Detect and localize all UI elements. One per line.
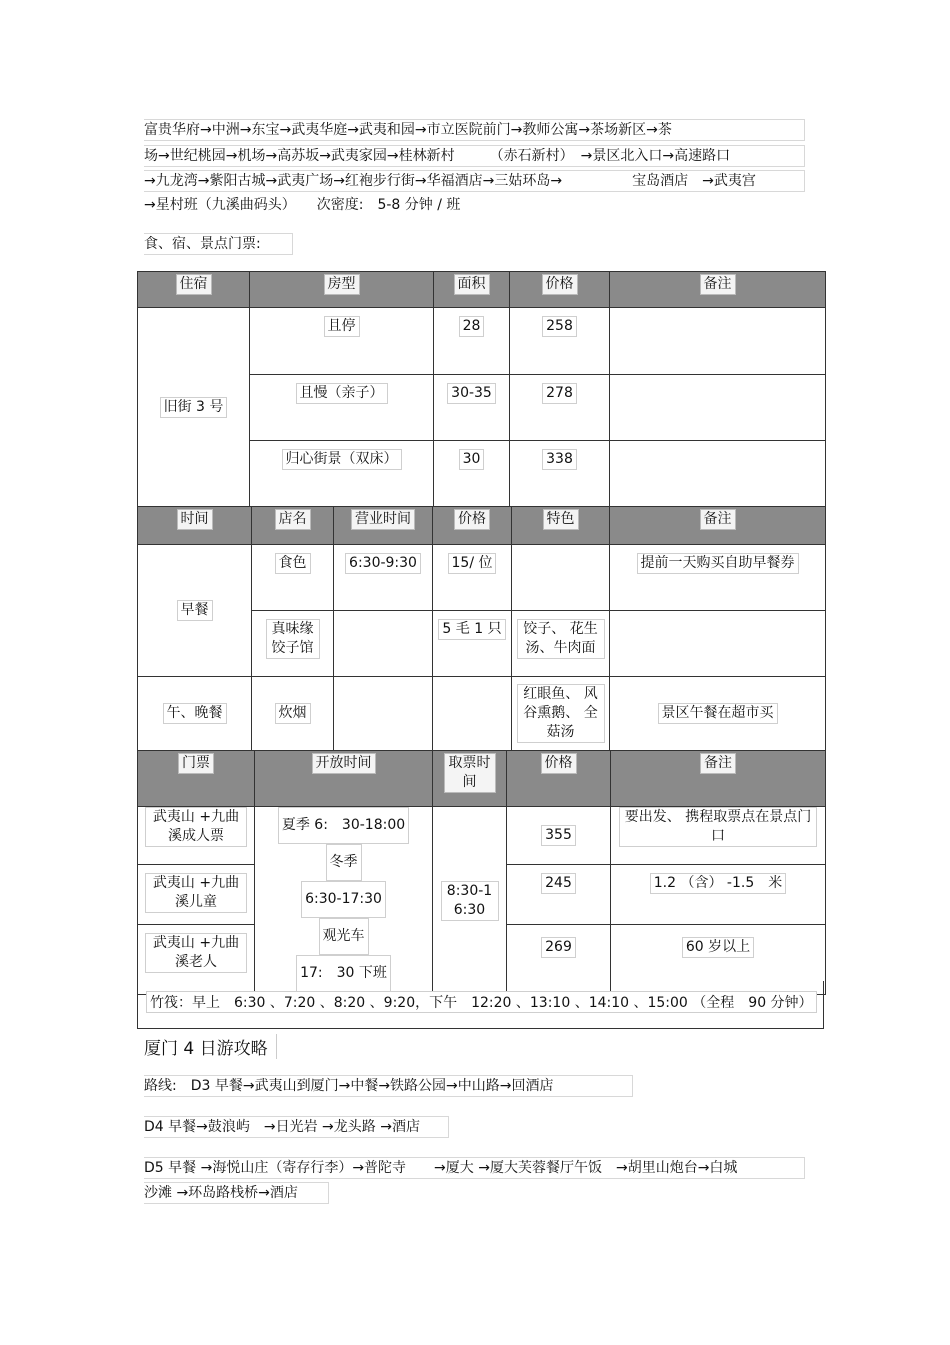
food-header-time: 时间 [138,507,252,545]
route-line-1: 富贵华府→中洲→东宝→武夷华庭→武夷和园→市立医院前门→教师公寓→茶场新区→茶 [144,119,805,141]
xiamen-route-d5: D5 早餐 →海悦山庄（寄存行李）→普陀寺 →厦大 →厦大芙蓉餐厅午饭 →胡里山炮台→白城 [144,1157,805,1179]
ticket-name: 武夷山 +九曲溪成人票 [138,807,255,865]
lodging-header-room: 房型 [250,272,434,308]
food-header-hours: 营业时间 [334,507,433,545]
ticket-note: 60 岁以上 [611,925,826,995]
food-header-note: 备注 [610,507,826,545]
food-header-shop: 店名 [252,507,334,545]
pickup-time: 8:30-16:30 [433,807,507,995]
shop-feature: 红眼鱼、 风谷熏鹅、 全菇汤 [512,677,610,751]
ticket-header-pickup: 取票时间 [433,751,507,807]
shop-note: 景区午餐在超市买 [610,677,826,751]
shop-price: 15/ 位 [433,545,512,611]
lodging-header-note: 备注 [610,272,826,308]
lodging-header-area: 面积 [434,272,510,308]
room-price: 278 [510,375,610,441]
shop-hours: 6:30-9:30 [334,545,433,611]
shop-name: 食色 [252,545,334,611]
room-type: 且停 [250,308,434,375]
raft-schedule: 竹筏：早上 6:30 、7:20 、8:20 、9:20，下午 12:20 、13:10 、14:10 、15:00 （全程 90 分钟） [137,981,824,1029]
room-note [610,441,826,507]
section-heading: 食、宿、景点门票: [144,233,293,255]
lodging-header-price: 价格 [510,272,610,308]
lunch-dinner-label: 午、晚餐 [138,677,252,751]
shop-price: 5 毛 1 只 [433,611,512,677]
ticket-price: 355 [507,807,611,865]
tickets-table [137,750,826,995]
lodging-header-hotel: 住宿 [138,272,250,308]
ticket-name: 武夷山 +九曲溪儿童 [138,864,255,925]
shop-note: 提前一天购买自助早餐券 [610,545,826,611]
ticket-note: 要出发、 携程取票点在景点门口 [611,807,826,865]
shop-hours [334,677,433,751]
room-price: 338 [510,441,610,507]
shop-note [610,611,826,677]
shop-name: 真味缘饺子馆 [252,611,334,677]
shop-feature: 饺子、 花生汤、牛肉面 [512,611,610,677]
shop-name: 炊烟 [252,677,334,751]
xiamen-route-d3: 路线: D3 早餐→武夷山到厦门→中餐→铁路公园→中山路→回酒店 [144,1075,633,1097]
food-table [137,506,826,751]
xiamen-route-d4: D4 早餐→鼓浪屿 →日光岩 →龙头路 →酒店 [144,1116,449,1138]
room-type: 且慢（亲子） [250,375,434,441]
ticket-header-name: 门票 [138,751,255,807]
ticket-header-note: 备注 [611,751,826,807]
breakfast-label: 早餐 [138,545,252,677]
route-line-4: →星村班（九溪曲码头） 次密度: 5-8 分钟 / 班 [144,197,461,213]
ticket-name: 武夷山 +九曲溪老人 [138,925,255,995]
xiamen-route-d5-cont: 沙滩 →环岛路栈桥→酒店 [144,1182,329,1204]
room-price: 258 [510,308,610,375]
shop-price [433,677,512,751]
open-time: 夏季 6: 30-18:00 冬季 6:30-17:30 观光车 17: 30 下班 [255,807,433,995]
ticket-price: 269 [507,925,611,995]
ticket-header-open: 开放时间 [255,751,433,807]
room-note [610,375,826,441]
ticket-note: 1.2 （含） -1.5 米 [611,864,826,925]
room-area: 28 [434,308,510,375]
hotel-name: 旧街 3 号 [138,308,250,507]
room-note [610,308,826,375]
room-area: 30 [434,441,510,507]
xiamen-title: 厦门 4 日游攻略 [144,1034,277,1059]
room-type: 归心街景（双床） [250,441,434,507]
ticket-price: 245 [507,864,611,925]
food-header-feature: 特色 [512,507,610,545]
room-area: 30-35 [434,375,510,441]
shop-hours [334,611,433,677]
route-line-2: 场→世纪桃园→机场→高苏坂→武夷家园→桂林新村 （赤石新村） →景区北入口→高速路口 [144,145,805,167]
ticket-header-price: 价格 [507,751,611,807]
shop-feature [512,545,610,611]
route-line-3: →九龙湾→紫阳古城→武夷广场→红袍步行街→华福酒店→三姑环岛→ 宝岛酒店 →武夷宫 [144,170,805,192]
lodging-table [137,271,826,507]
food-header-price: 价格 [433,507,512,545]
